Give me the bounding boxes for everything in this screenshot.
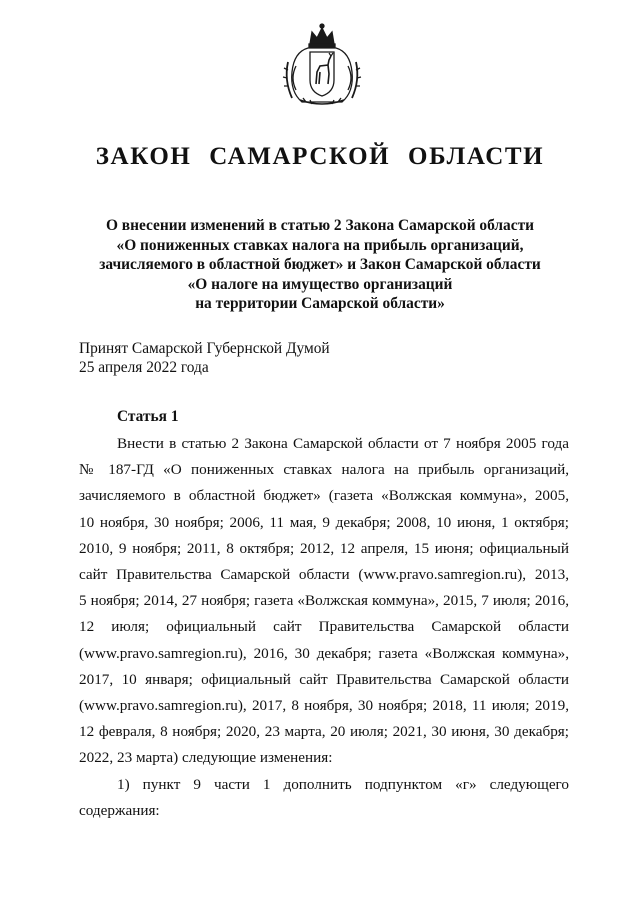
body-line: 2010, 9 ноября; 2011, 8 октября; 2012, 12 апреля, 15 июня; официальный	[79, 539, 569, 557]
body-line: 5 ноября; 2014, 27 ноября; газета «Волжская коммуна», 2015, 7 июля; 2016,	[79, 592, 569, 610]
body-line: № 187-ГД «О пониженных ставках налога на прибыль организаций,	[79, 461, 569, 479]
body-line: содержания:	[79, 801, 160, 819]
subtitle-line: О внесении изменений в статью 2 Закона Самарской области	[105, 217, 535, 234]
subtitle-line: «О пониженных ставках налога на прибыль организаций,	[116, 236, 524, 254]
body-line: 1) пункт 9 части 1 дополнить подпунктом «г» следующего	[117, 775, 569, 793]
body-line: 2022, 23 марта) следующие изменения:	[79, 749, 333, 767]
body-line: (www.pravo.samregion.ru), 2017, 8 ноября, 30 ноября; 2018, 11 июля; 2019,	[79, 697, 569, 715]
body-line: 12 июля; официальный сайт Правительства Самарской области	[79, 618, 569, 636]
body-line: 12 февраля, 8 ноября; 2020, 23 марта, 20 июля; 2021, 30 июня, 30 декабря;	[79, 723, 569, 741]
article-heading: Статья 1	[117, 408, 179, 425]
adopted-by: Принят Самарской Губернской Думой	[79, 340, 330, 357]
subtitle-line: зачисляемого в областной бюджет» и Закон Самарской области	[99, 256, 541, 274]
subtitle-line: «О налоге на имущество организаций	[187, 275, 453, 293]
body-line: зачисляемого в областной бюджет» (газета «Волжская коммуна», 2005,	[79, 487, 569, 505]
body-line: Внести в статью 2 Закона Самарской области от 7 ноября 2005 года	[117, 435, 569, 452]
body-line: 2017, 10 января; официальный сайт Правительства Самарской области	[79, 670, 569, 688]
body-line: сайт Правительства Самарской области (www.pravo.samregion.ru), 2013,	[79, 566, 569, 584]
coat-of-arms-icon	[282, 22, 362, 108]
article-body	[79, 431, 569, 824]
law-subtitle	[60, 216, 580, 314]
body-line: 10 ноября, 30 ноября; 2006, 11 мая, 9 декабря; 2008, 10 июня, 1 октября;	[79, 513, 569, 531]
adopted-date: 25 апреля 2022 года	[79, 359, 209, 376]
adoption-info	[79, 339, 330, 377]
law-title: ЗАКОН САМАРСКОЙ ОБЛАСТИ	[95, 143, 545, 170]
subtitle-line: на территории Самарской области»	[195, 295, 445, 313]
body-line: (www.pravo.samregion.ru), 2016, 30 декабря; газета «Волжская коммуна»,	[79, 644, 569, 662]
